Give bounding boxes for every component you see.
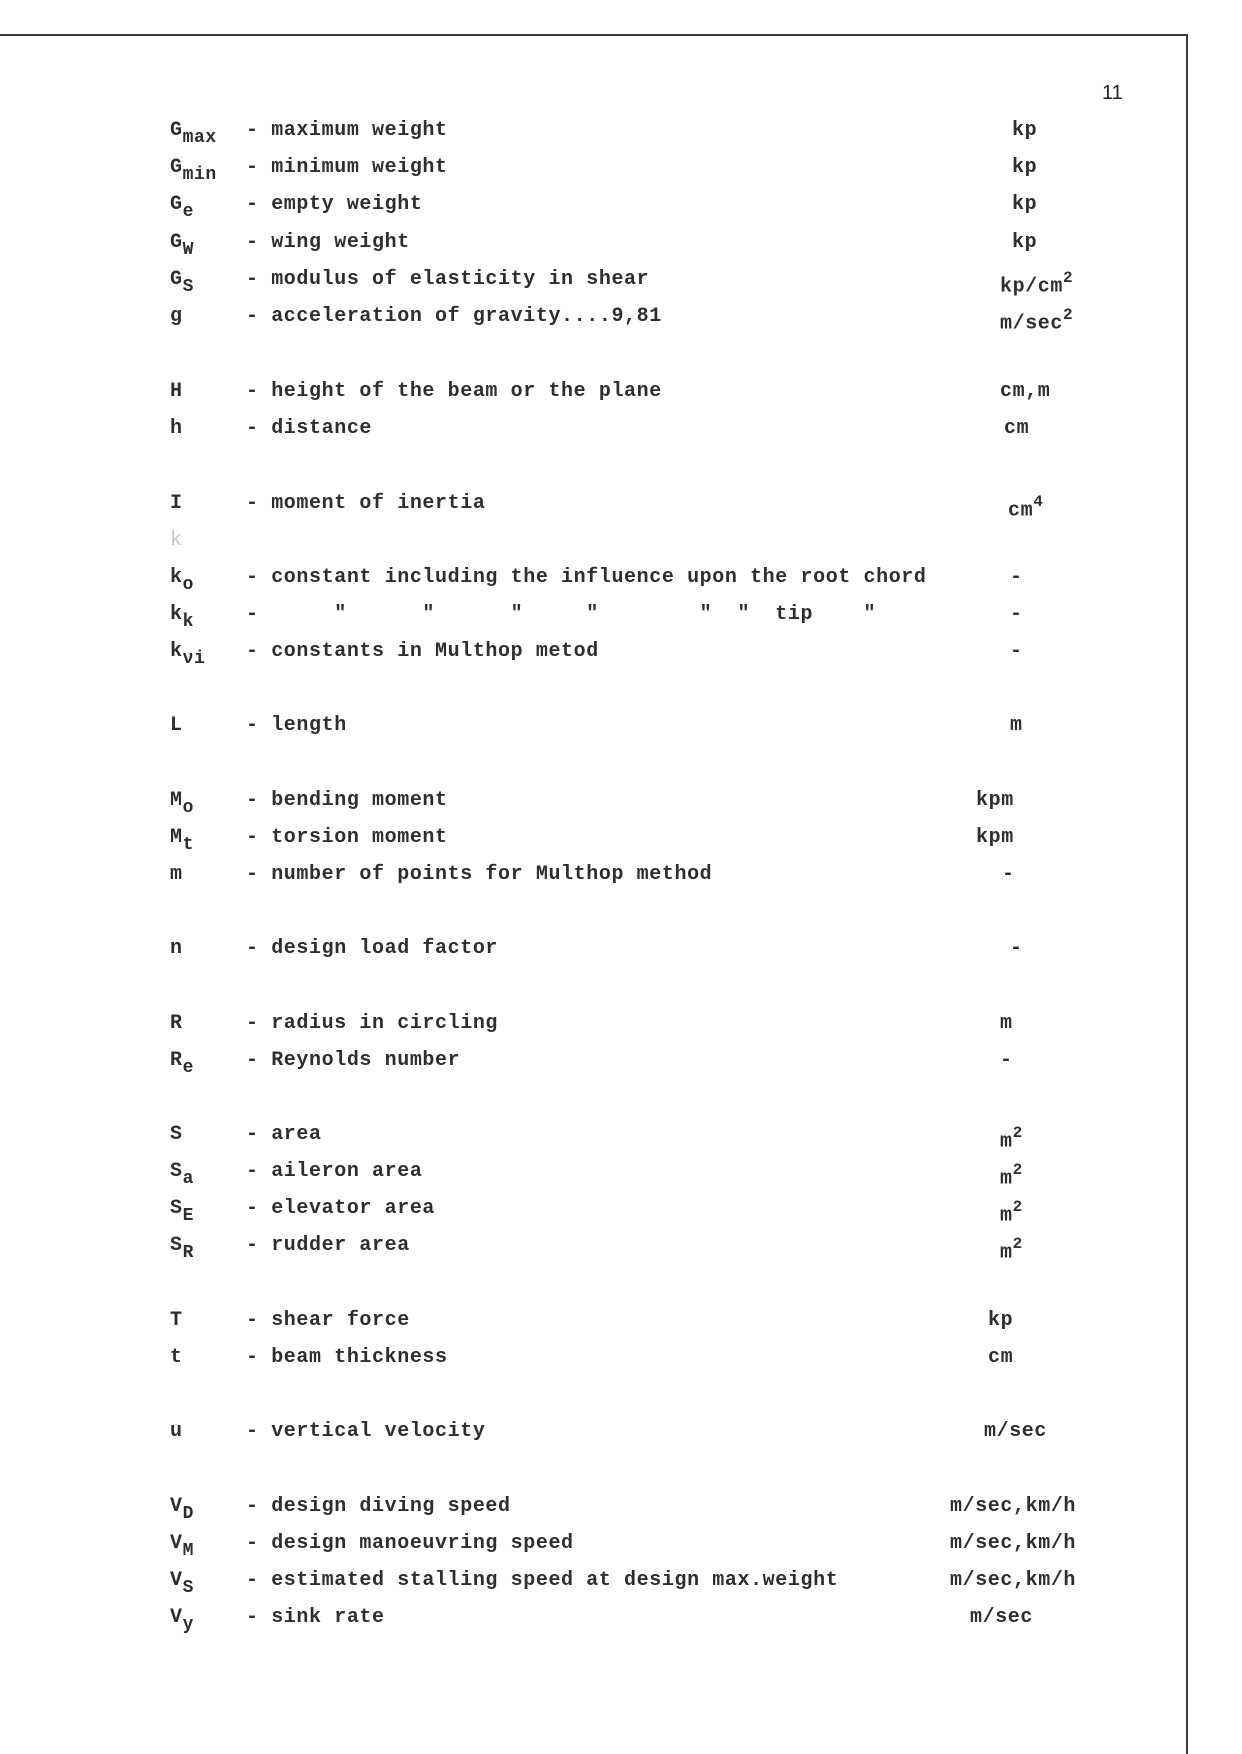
symbol-description: - number of points for Multhop method (246, 863, 713, 886)
symbol (170, 415, 183, 443)
symbol-unit (1012, 117, 1037, 145)
unit-text: m/sec (1000, 312, 1064, 336)
symbol (170, 1232, 195, 1263)
unit-text: kp (1012, 231, 1038, 254)
symbol-unit (1012, 191, 1037, 219)
symbol-base: m (170, 863, 183, 886)
symbol (170, 229, 195, 260)
symbol-description: - bending moment (246, 789, 448, 812)
symbol-unit (984, 1418, 1047, 1446)
symbol-base: G (170, 268, 183, 291)
symbol (170, 303, 183, 331)
symbol-subscript: a (182, 1169, 195, 1189)
symbol (170, 1047, 195, 1078)
symbol (170, 1530, 195, 1561)
symbol (170, 935, 183, 963)
symbol-unit (1010, 712, 1023, 740)
symbol-unit (1000, 1121, 1023, 1157)
symbol-base: I (170, 492, 183, 515)
symbol-subscript: νi (182, 649, 206, 669)
symbol-description: - vertical velocity (246, 1420, 486, 1443)
symbol-row (0, 191, 1180, 222)
symbol-subscript: E (182, 1206, 195, 1226)
symbol-subscript: min (182, 165, 217, 185)
symbol-unit (1000, 1232, 1023, 1268)
symbol-row (0, 1530, 1180, 1561)
symbol-unit (1000, 1047, 1013, 1075)
symbol-subscript: max (182, 128, 217, 148)
unit-text: m/sec (984, 1420, 1048, 1443)
symbol-unit (988, 1307, 1013, 1335)
symbol-row (0, 415, 1180, 443)
symbol-row (0, 266, 1180, 299)
symbol-subscript: k (182, 612, 195, 632)
symbol-description: - torsion moment (246, 826, 448, 849)
symbol-unit (950, 1493, 1076, 1521)
symbol-base: G (170, 156, 183, 179)
unit-text: cm (988, 1346, 1014, 1369)
unit-text: m/sec,km/h (950, 1569, 1077, 1592)
symbol-unit (950, 1567, 1076, 1595)
symbol-row (0, 490, 1180, 523)
unit-text: - (1010, 603, 1023, 626)
symbol-unit (1010, 935, 1023, 963)
symbol-unit (1000, 1158, 1023, 1194)
symbol-description: - design load factor (246, 937, 499, 960)
symbol-unit (1004, 415, 1029, 443)
symbol-row (0, 1010, 1180, 1038)
unit-text: kp/cm (1000, 275, 1064, 299)
unit-text: kp (1012, 193, 1038, 216)
symbol-subscript: D (182, 1504, 195, 1524)
symbol-subscript: R (182, 1243, 195, 1263)
symbol-row (0, 303, 1180, 336)
symbol-unit (1000, 266, 1073, 302)
symbol-base: k (170, 603, 183, 626)
symbol-description: - empty weight (246, 193, 423, 216)
symbol-unit (988, 1344, 1013, 1372)
symbol-row (0, 824, 1180, 855)
symbol-row (0, 1121, 1180, 1154)
symbol-row (0, 564, 1180, 595)
symbol-row (0, 638, 1180, 669)
symbol-base: T (170, 1309, 183, 1332)
symbol-description: - wing weight (246, 231, 410, 254)
symbol (170, 1121, 183, 1149)
symbol-base: L (170, 714, 183, 737)
symbol-description: - design diving speed (246, 1495, 511, 1518)
symbol-unit (950, 1530, 1076, 1558)
symbol (170, 638, 206, 669)
symbol (170, 1010, 183, 1038)
symbol-description: - maximum weight (246, 119, 448, 142)
unit-exponent: 2 (1012, 1124, 1023, 1142)
symbol-unit (970, 1604, 1033, 1632)
unit-exponent: 2 (1012, 1235, 1023, 1253)
symbol-base: V (170, 1606, 183, 1629)
symbol (170, 378, 183, 406)
unit-exponent: 2 (1012, 1161, 1023, 1179)
symbol-row (0, 1344, 1180, 1372)
symbol-unit (1012, 229, 1037, 257)
symbol-base: u (170, 1420, 183, 1443)
symbol-row (0, 1195, 1180, 1228)
unit-text: cm (1008, 499, 1034, 523)
symbol-base: S (170, 1160, 183, 1183)
unit-text: m/sec (970, 1606, 1034, 1629)
symbol-description: - length (246, 714, 347, 737)
symbol-row (0, 1047, 1180, 1078)
symbol-row (0, 1307, 1180, 1335)
symbol (170, 527, 183, 555)
symbol (170, 787, 195, 818)
symbol-base: H (170, 380, 183, 403)
symbol-subscript: y (182, 1615, 195, 1635)
symbol-unit (1002, 861, 1015, 889)
symbol (170, 861, 183, 889)
symbol (170, 490, 183, 518)
symbol (170, 564, 195, 595)
symbol-base: R (170, 1049, 183, 1072)
symbol-base: k (170, 640, 183, 663)
symbol (170, 712, 183, 740)
symbol-subscript: S (182, 1578, 195, 1598)
symbol-base: V (170, 1569, 183, 1592)
unit-text: - (1010, 640, 1023, 663)
symbol (170, 1418, 183, 1446)
symbol-row (0, 1567, 1180, 1598)
unit-text: m (1000, 1241, 1013, 1265)
symbol-description: - acceleration of gravity....9,81 (246, 305, 662, 328)
symbol-description: - constant including the influence upon the root chord (246, 566, 927, 589)
symbol-base: S (170, 1234, 183, 1257)
symbol-unit (1010, 564, 1023, 592)
symbol-base: G (170, 193, 183, 216)
symbol-description: - rudder area (246, 1234, 410, 1257)
symbol-row (0, 601, 1180, 632)
symbol-description: - modulus of elasticity in shear (246, 268, 650, 291)
symbol-description: - elevator area (246, 1197, 436, 1220)
symbol (170, 1604, 195, 1635)
symbol-base: V (170, 1532, 183, 1555)
unit-text: m (1000, 1204, 1013, 1228)
symbol-description: - Reynolds number (246, 1049, 461, 1072)
symbol-unit (1000, 1010, 1013, 1038)
unit-text: kp (1012, 156, 1038, 179)
unit-exponent: 2 (1063, 269, 1074, 287)
symbol-unit (1000, 378, 1050, 406)
unit-text: kpm (976, 789, 1014, 812)
symbol (170, 266, 195, 297)
symbol-base: G (170, 119, 183, 142)
symbol-description: - shear force (246, 1309, 410, 1332)
page-frame-right (1186, 34, 1188, 1754)
symbol-subscript: S (182, 277, 195, 297)
symbol-unit (1000, 303, 1073, 339)
symbol-subscript: W (182, 240, 195, 260)
symbol-base: G (170, 231, 183, 254)
symbol-base: g (170, 305, 183, 328)
symbol-description: - design manoeuvring speed (246, 1532, 574, 1555)
symbol-description: - area (246, 1123, 322, 1146)
symbol-description: - estimated stalling speed at design max.weight (246, 1569, 839, 1592)
symbol (170, 1493, 195, 1524)
unit-text: cm (1004, 417, 1030, 440)
symbol-base: S (170, 1197, 183, 1220)
symbol-base: R (170, 1012, 183, 1035)
symbol-unit (1012, 154, 1037, 182)
symbol-row (0, 229, 1180, 260)
symbol-unit (976, 787, 1014, 815)
unit-text: - (1010, 937, 1023, 960)
symbol-unit (1000, 1195, 1023, 1231)
symbol-description: - " " " " " " tip " (246, 603, 877, 626)
symbol (170, 1307, 183, 1335)
symbol-unit (1010, 601, 1023, 629)
symbol-description: - height of the beam or the plane (246, 380, 662, 403)
symbol-row (0, 861, 1180, 889)
symbol-description: - minimum weight (246, 156, 448, 179)
symbol-description: - distance (246, 417, 373, 440)
symbol-base: V (170, 1495, 183, 1518)
unit-exponent: 2 (1063, 306, 1074, 324)
symbol-description: - constants in Multhop metod (246, 640, 599, 663)
symbol (170, 1567, 195, 1598)
symbol-row (0, 712, 1180, 740)
unit-text: kpm (976, 826, 1014, 849)
unit-text: kp (1012, 119, 1038, 142)
symbol (170, 154, 217, 185)
symbol (170, 1158, 195, 1189)
symbol-description: - sink rate (246, 1606, 385, 1629)
symbol-description: - beam thickness (246, 1346, 448, 1369)
symbol (170, 191, 195, 222)
unit-text: m/sec,km/h (950, 1532, 1077, 1555)
symbol-row (0, 154, 1180, 185)
symbol (170, 824, 195, 855)
symbol-row (0, 117, 1180, 148)
symbol-row (0, 378, 1180, 406)
symbol-description: - aileron area (246, 1160, 423, 1183)
symbol-base: M (170, 826, 183, 849)
symbol-unit (1008, 490, 1043, 526)
symbol-base: k (170, 529, 183, 552)
symbol (170, 601, 195, 632)
symbol-subscript: M (182, 1541, 195, 1561)
symbol-row (0, 1418, 1180, 1446)
symbol (170, 1195, 195, 1226)
symbol-base: M (170, 789, 183, 812)
page-number: 11 (1102, 82, 1123, 104)
unit-text: m/sec,km/h (950, 1495, 1077, 1518)
unit-text: - (1000, 1049, 1013, 1072)
unit-text: - (1002, 863, 1015, 886)
symbol-subscript: e (182, 202, 195, 222)
unit-text: m (1010, 714, 1023, 737)
symbol-description: - radius in circling (246, 1012, 499, 1035)
unit-exponent: 2 (1012, 1198, 1023, 1216)
symbol-row (0, 935, 1180, 963)
page-frame-top (0, 34, 1188, 36)
symbol-row (0, 1232, 1180, 1265)
unit-text: m (1000, 1167, 1013, 1191)
symbol (170, 117, 217, 148)
symbol-subscript: o (182, 575, 195, 595)
symbol-base: k (170, 566, 183, 589)
symbol-base: h (170, 417, 183, 440)
unit-text: kp (988, 1309, 1014, 1332)
symbol-row (0, 1493, 1180, 1524)
symbol (170, 1344, 183, 1372)
symbol-subscript: t (182, 835, 195, 855)
symbol-row (0, 527, 1180, 555)
symbol-row (0, 1158, 1180, 1191)
symbol-subscript: e (182, 1058, 195, 1078)
symbol-unit (976, 824, 1014, 852)
unit-text: m (1000, 1130, 1013, 1154)
symbol-row (0, 1604, 1180, 1635)
symbol-description: - moment of inertia (246, 492, 486, 515)
symbol-base: n (170, 937, 183, 960)
symbol-row (0, 787, 1180, 818)
symbol-base: S (170, 1123, 183, 1146)
unit-text: m (1000, 1012, 1013, 1035)
symbol-unit (1010, 638, 1023, 666)
unit-text: cm,m (1000, 380, 1051, 403)
symbol-subscript: o (182, 798, 195, 818)
unit-exponent: 4 (1033, 493, 1044, 511)
symbol-base: t (170, 1346, 183, 1369)
unit-text: - (1010, 566, 1023, 589)
